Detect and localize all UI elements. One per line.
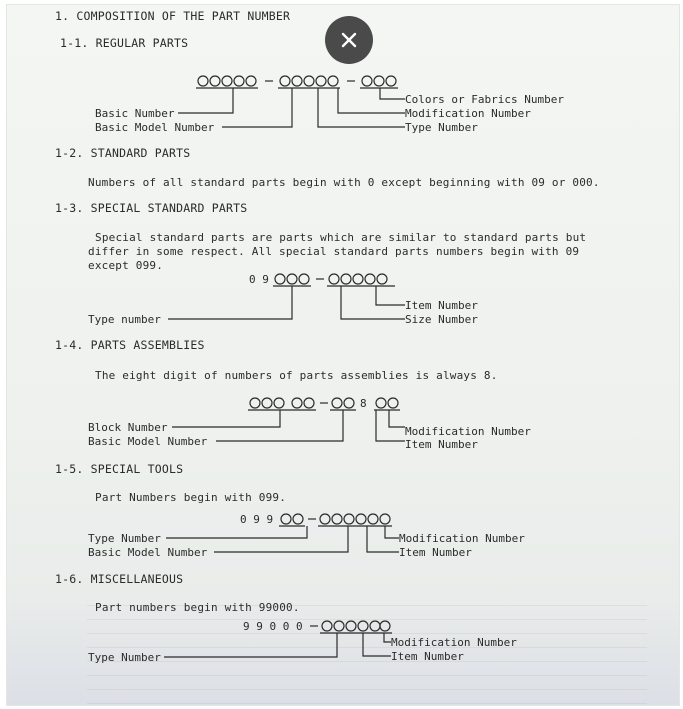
- regular-code-circles: [198, 76, 396, 86]
- special-tools-text: Part Numbers begin with 099.: [95, 491, 287, 504]
- digit-8: 8: [360, 397, 367, 410]
- miscellaneous-text: Part numbers begin with 99000.: [95, 601, 300, 614]
- label-block-number: Block Number: [88, 421, 168, 434]
- label-modification-number: Modification Number: [405, 425, 531, 438]
- label-modification-number: Modification Number: [391, 636, 517, 649]
- page-title: 1. COMPOSITION OF THE PART NUMBER: [55, 9, 291, 23]
- label-type-number: Type Number: [405, 121, 478, 134]
- label-item-number: Item Number: [405, 299, 478, 312]
- label-size-number: Size Number: [405, 313, 478, 326]
- label-basic-model-number: Basic Model Number: [88, 546, 208, 559]
- label-type-number: Type Number: [88, 532, 161, 545]
- label-basic-model-number: Basic Model Number: [88, 435, 208, 448]
- label-item-number: Item Number: [391, 650, 464, 663]
- diagram-special-standard-parts: [88, 273, 478, 326]
- heading-miscellaneous: 1-6. MISCELLANEOUS: [55, 572, 184, 586]
- prefix-099: 0 9 9: [240, 513, 274, 526]
- parts-assemblies-text: The eight digit of numbers of parts assemblies is always 8.: [95, 369, 498, 382]
- heading-special-tools: 1-5. SPECIAL TOOLS: [55, 462, 184, 476]
- prefix-99000: 9 9 0 0 0: [243, 620, 303, 633]
- label-modification-number: Modification Number: [405, 107, 531, 120]
- diagram-miscellaneous: [88, 620, 517, 664]
- label-item-number: Item Number: [405, 438, 478, 451]
- special-standard-text-3: except 099.: [88, 259, 164, 272]
- label-type-number: Type number: [88, 313, 161, 326]
- heading-regular-parts: 1-1. REGULAR PARTS: [60, 36, 189, 50]
- prefix-09: 0 9: [249, 273, 269, 286]
- special-standard-text-1: Special standard parts are parts which are similar to standard parts but: [95, 231, 587, 244]
- diagram-regular-parts: [95, 76, 564, 134]
- special-standard-text-2: differ in some respect. All special standard parts numbers begin with 09: [88, 245, 580, 258]
- label-colors-or-fabrics-number: Colors or Fabrics Number: [405, 93, 564, 106]
- diagram-parts-assemblies: [88, 397, 531, 451]
- close-icon: [340, 31, 358, 49]
- label-item-number: Item Number: [399, 546, 472, 559]
- heading-parts-assemblies: 1-4. PARTS ASSEMBLIES: [55, 338, 205, 352]
- label-type-number: Type Number: [88, 651, 161, 664]
- heading-standard-parts: 1-2. STANDARD PARTS: [55, 146, 191, 160]
- label-modification-number: Modification Number: [399, 532, 525, 545]
- standard-parts-text: Numbers of all standard parts begin with 0 except beginning with 09 or 000.: [88, 176, 600, 189]
- heading-special-standard-parts: 1-3. SPECIAL STANDARD PARTS: [55, 201, 248, 215]
- close-button[interactable]: [325, 16, 373, 64]
- label-basic-number: Basic Number: [95, 107, 175, 120]
- diagram-special-tools: [88, 513, 525, 559]
- label-basic-model-number: Basic Model Number: [95, 121, 215, 134]
